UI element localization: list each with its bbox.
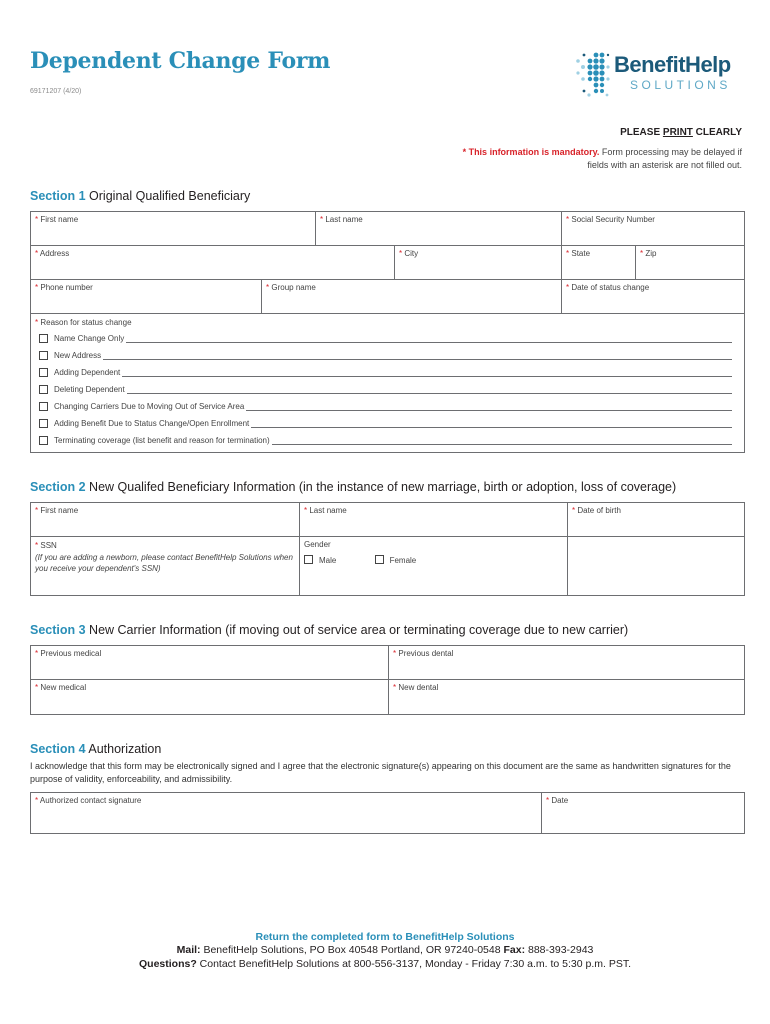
mandatory-red: * This information is mandatory. bbox=[462, 147, 600, 157]
address-field[interactable] bbox=[31, 246, 394, 279]
field-label: Social Security Number bbox=[571, 215, 655, 224]
field-label: First name bbox=[40, 506, 79, 515]
field-label: Date of status change bbox=[571, 283, 650, 292]
logo-name: BenefitHelp bbox=[614, 52, 731, 77]
required-asterisk: * bbox=[566, 249, 570, 258]
section2-grid bbox=[30, 502, 745, 596]
fill-line[interactable] bbox=[272, 436, 732, 445]
reason-option[interactable] bbox=[39, 334, 732, 343]
reason-block bbox=[31, 314, 744, 452]
reason-option[interactable] bbox=[39, 385, 732, 394]
reason-label bbox=[35, 318, 132, 327]
city-field[interactable] bbox=[394, 246, 561, 279]
group-name-field[interactable] bbox=[261, 280, 561, 313]
required-asterisk: * bbox=[35, 796, 39, 805]
mail-label: Mail: bbox=[176, 944, 201, 956]
state-field[interactable] bbox=[561, 246, 635, 279]
mail-line bbox=[0, 944, 770, 956]
reason-text: Deleting Dependent bbox=[54, 385, 125, 394]
logo-dots-icon bbox=[570, 50, 612, 102]
checkbox[interactable] bbox=[39, 351, 48, 360]
required-asterisk: * bbox=[35, 683, 39, 692]
required-asterisk: * bbox=[566, 215, 570, 224]
required-asterisk: * bbox=[393, 683, 397, 692]
benefithelp-logo bbox=[570, 50, 750, 102]
male-label: Male bbox=[319, 556, 337, 565]
section3-title: New Carrier Information (if moving out of service area or terminating coverage due to new carrier) bbox=[85, 623, 629, 637]
form-title: Dependent Change Form bbox=[30, 48, 331, 74]
field-label: Previous medical bbox=[40, 649, 102, 658]
reason-label-text: Reason for status change bbox=[40, 318, 132, 327]
questions-label: Questions? bbox=[138, 958, 197, 970]
section1-heading bbox=[30, 189, 250, 203]
required-asterisk: * bbox=[572, 506, 576, 515]
section1-grid bbox=[30, 211, 745, 453]
mandatory-text: Form processing may be delayed if fields with an asterisk are not filled out. bbox=[587, 147, 742, 170]
reason-text: Adding Benefit Due to Status Change/Open Enrollment bbox=[54, 419, 250, 428]
field-label: SSN bbox=[40, 541, 57, 550]
section4-number: Section 4 bbox=[30, 742, 86, 756]
field-label: New medical bbox=[40, 683, 87, 692]
date-status-change-field[interactable] bbox=[561, 280, 744, 313]
questions-line bbox=[0, 958, 770, 970]
section2-title: New Qualifed Beneficiary Information (in the instance of new marriage, birth or adoption, loss of coverage) bbox=[85, 480, 677, 494]
new-dental-field[interactable] bbox=[388, 680, 744, 714]
fill-line[interactable] bbox=[122, 368, 732, 377]
reason-text: Changing Carriers Due to Moving Out of Service Area bbox=[54, 402, 245, 411]
return-instructions: Return the completed form to BenefitHelp Solutions bbox=[255, 931, 515, 943]
previous-medical-field[interactable] bbox=[31, 646, 388, 679]
checkbox[interactable] bbox=[39, 419, 48, 428]
required-asterisk: * bbox=[546, 796, 550, 805]
section3-heading bbox=[30, 623, 628, 637]
fax-label: Fax: bbox=[503, 944, 526, 956]
field-label: Group name bbox=[271, 283, 316, 292]
reason-text: Name Change Only bbox=[54, 334, 125, 343]
last-name-field[interactable] bbox=[315, 212, 561, 245]
field-label: Previous dental bbox=[398, 649, 454, 658]
field-label: New dental bbox=[398, 683, 439, 692]
required-asterisk: * bbox=[35, 541, 39, 550]
authorization-text: I acknowledge that this form may be electronically signed and I agree that the electronic signature(s) appearing on this document are the same as handwritten signatures for the purpose of validity, enforceability, and admissibility. bbox=[30, 761, 731, 784]
reason-option[interactable] bbox=[39, 368, 732, 377]
required-asterisk: * bbox=[35, 649, 39, 658]
gender-field bbox=[299, 537, 567, 595]
fill-line[interactable] bbox=[103, 351, 732, 360]
field-label: Address bbox=[39, 249, 70, 258]
checkbox[interactable] bbox=[39, 368, 48, 377]
reason-text: Adding Dependent bbox=[54, 368, 121, 377]
required-asterisk: * bbox=[35, 283, 39, 292]
new-first-name-field[interactable] bbox=[31, 503, 299, 536]
section4-title: Authorization bbox=[85, 742, 162, 756]
form-code: 69171207 (4/20) bbox=[30, 88, 82, 95]
required-asterisk: * bbox=[266, 283, 270, 292]
ssn-field[interactable] bbox=[561, 212, 744, 245]
field-label: State bbox=[571, 249, 591, 258]
reason-option[interactable] bbox=[39, 402, 732, 411]
checkbox[interactable] bbox=[39, 402, 48, 411]
questions-text: Contact BenefitHelp Solutions at 800-556-3137, Monday - Friday 7:30 a.m. to 5:30 p.m. PST. bbox=[196, 958, 631, 970]
print-pre: PLEASE bbox=[620, 127, 663, 138]
new-ssn-field[interactable] bbox=[31, 537, 299, 595]
fill-line[interactable] bbox=[127, 385, 732, 394]
new-last-name-field[interactable] bbox=[299, 503, 567, 536]
reason-text: Terminating coverage (list benefit and reason for termination) bbox=[54, 436, 270, 445]
required-asterisk: * bbox=[304, 506, 308, 515]
fax-number: 888-393-2943 bbox=[525, 944, 594, 956]
section1-title: Original Qualified Beneficiary bbox=[85, 189, 251, 203]
empty-cell bbox=[567, 537, 744, 595]
mail-address: BenefitHelp Solutions, PO Box 40548 Portland, OR 97240-0548 bbox=[200, 944, 504, 956]
reason-option[interactable] bbox=[39, 436, 732, 445]
print-word: PRINT bbox=[662, 127, 693, 138]
required-asterisk: * bbox=[35, 249, 39, 258]
new-medical-field[interactable] bbox=[31, 680, 388, 714]
gender-label: Gender bbox=[304, 540, 331, 549]
required-asterisk: * bbox=[640, 249, 644, 258]
print-clearly-notice bbox=[620, 127, 742, 138]
field-label: City bbox=[404, 249, 419, 258]
print-post: CLEARLY bbox=[692, 127, 742, 138]
previous-dental-field[interactable] bbox=[388, 646, 744, 679]
reason-text: New Address bbox=[54, 351, 102, 360]
required-asterisk: * bbox=[35, 506, 39, 515]
field-label: Last name bbox=[325, 215, 363, 224]
required-asterisk: * bbox=[566, 283, 570, 292]
female-label: Female bbox=[389, 556, 417, 565]
required-asterisk: * bbox=[320, 215, 324, 224]
field-label: Date bbox=[551, 796, 569, 805]
field-label: First name bbox=[40, 215, 79, 224]
reason-option[interactable] bbox=[39, 419, 732, 428]
signature-date-field[interactable] bbox=[541, 793, 744, 833]
section3-grid bbox=[30, 645, 745, 715]
checkbox[interactable] bbox=[39, 385, 48, 394]
fill-line[interactable] bbox=[251, 419, 732, 428]
field-label: Date of birth bbox=[577, 506, 621, 515]
section2-number: Section 2 bbox=[30, 480, 86, 494]
field-label: Authorized contact signature bbox=[39, 796, 142, 805]
checkbox[interactable] bbox=[39, 436, 48, 445]
signature-field[interactable] bbox=[31, 793, 541, 833]
logo-subtitle: SOLUTIONS bbox=[630, 78, 731, 92]
fill-line[interactable] bbox=[126, 334, 732, 343]
phone-field[interactable] bbox=[31, 280, 261, 313]
field-label: Phone number bbox=[40, 283, 93, 292]
first-name-field[interactable] bbox=[31, 212, 315, 245]
mandatory-notice bbox=[442, 146, 742, 172]
zip-field[interactable] bbox=[635, 246, 744, 279]
checkbox[interactable] bbox=[304, 555, 313, 564]
section4-heading bbox=[30, 742, 161, 756]
field-label: Zip bbox=[645, 249, 657, 258]
checkbox[interactable] bbox=[375, 555, 384, 564]
required-asterisk: * bbox=[35, 318, 39, 327]
field-label: Last name bbox=[309, 506, 347, 515]
fill-line[interactable] bbox=[246, 402, 732, 411]
date-of-birth-field[interactable] bbox=[567, 503, 744, 536]
female-option[interactable] bbox=[375, 556, 417, 565]
required-asterisk: * bbox=[35, 215, 39, 224]
required-asterisk: * bbox=[399, 249, 403, 258]
checkbox[interactable] bbox=[39, 334, 48, 343]
section4-grid bbox=[30, 792, 745, 834]
reason-option[interactable] bbox=[39, 351, 732, 360]
male-option[interactable] bbox=[304, 556, 336, 565]
ssn-note: (If you are adding a newborn, please contact BenefitHelp Solutions when you receive your dependent's SSN) bbox=[35, 552, 293, 573]
section2-heading bbox=[30, 480, 676, 494]
required-asterisk: * bbox=[393, 649, 397, 658]
section1-number: Section 1 bbox=[30, 189, 86, 203]
section3-number: Section 3 bbox=[30, 623, 86, 637]
